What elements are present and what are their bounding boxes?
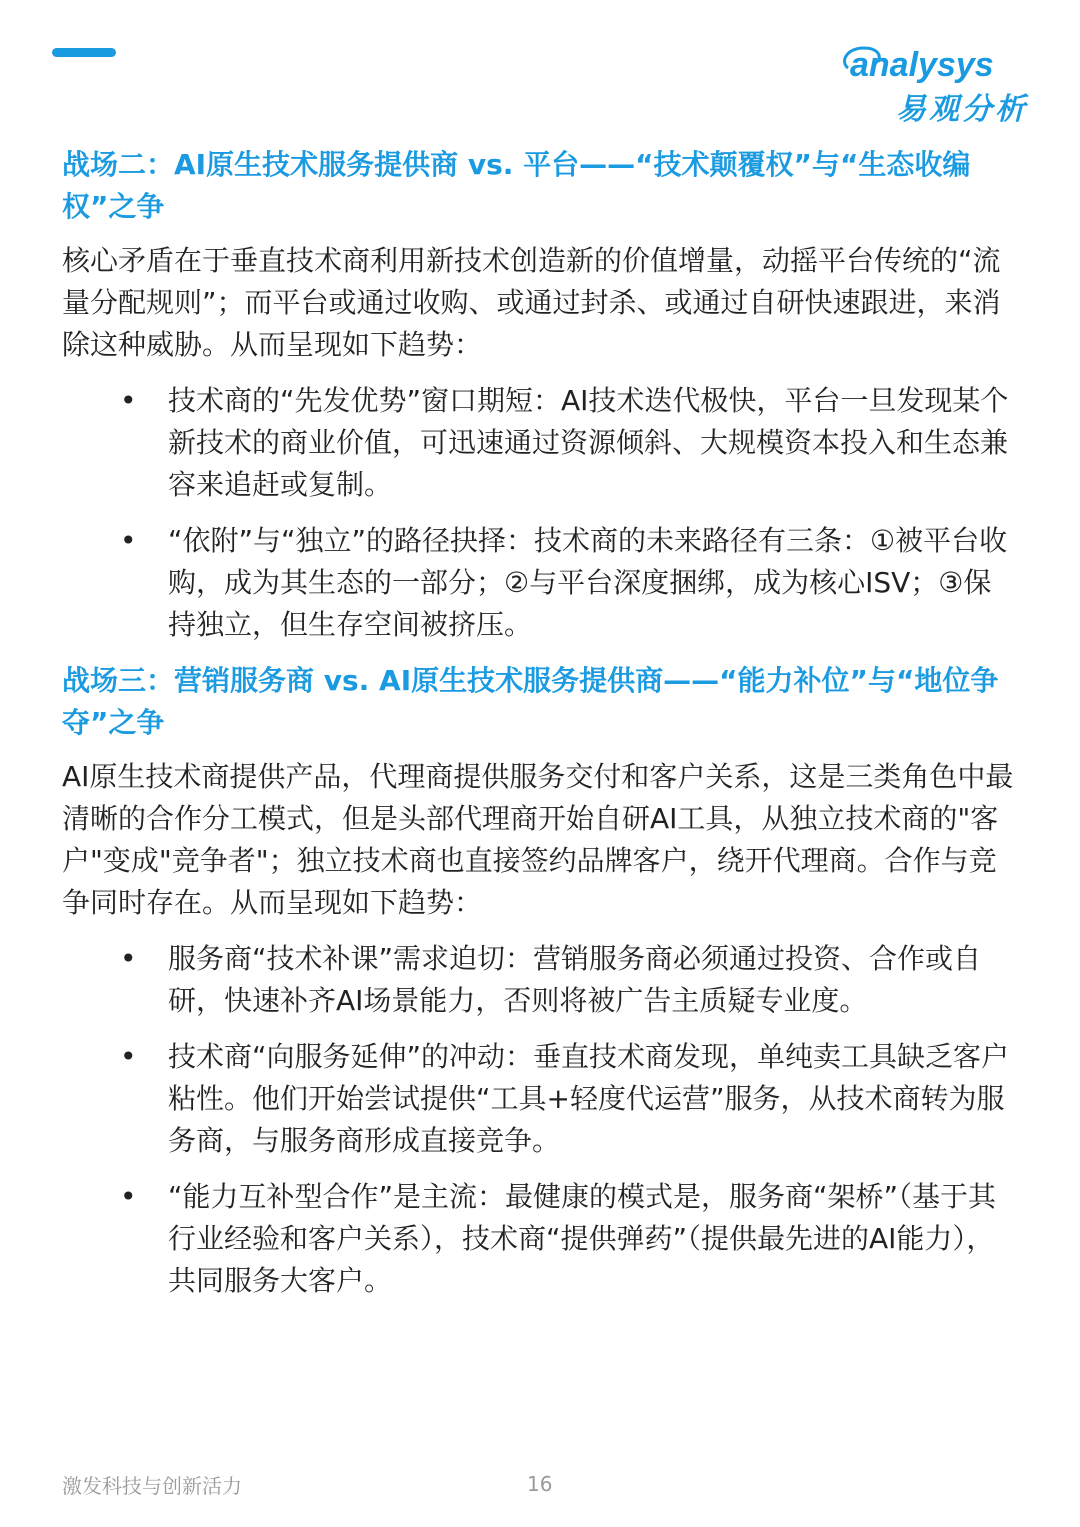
section-paragraph: AI原生技术商提供产品，代理商提供服务交付和客户关系，这是三类角色中最清晰的合作分工模式，但是头部代理商开始自研AI工具，从独立技术商的"客户"变成"竞争者"；独立技术商也直接签约品牌客户，绕开代理商。合作与竞争同时存在。从而呈现如下趋势： bbox=[62, 760, 1014, 919]
footer-slogan: 激发科技与创新活力 bbox=[62, 1474, 242, 1498]
page-number: 16 bbox=[527, 1472, 553, 1496]
section-paragraph: 核心矛盾在于垂直技术商利用新技术创造新的价值增量，动摇平台传统的“流量分配规则”；而平台或通过收购、或通过封杀、或通过自研快速跟进，来消除这种威胁。从而呈现如下趋势： bbox=[62, 244, 1001, 361]
main-content bbox=[62, 144, 1018, 1316]
section-heading: 战场三：营销服务商 vs. AI原生技术服务提供商——“能力补位”与“地位争夺”之争 bbox=[62, 664, 999, 739]
bullet-item bbox=[120, 1036, 1018, 1162]
header-accent-bar bbox=[52, 48, 116, 57]
logo-wordmark: analysys bbox=[850, 46, 994, 84]
bullet-list bbox=[62, 380, 1018, 646]
section-heading: 战场二：AI原生技术服务提供商 vs. 平台——“技术颠覆权”与“生态收编权”之争 bbox=[62, 148, 971, 223]
bullet-dot-icon: • bbox=[120, 524, 137, 557]
bullet-item bbox=[120, 380, 1018, 506]
analysys-logo-mark bbox=[838, 38, 1028, 86]
bullet-dot-icon: • bbox=[120, 1180, 137, 1213]
bullet-item bbox=[120, 938, 1018, 1022]
bullet-text: 技术商“向服务延伸”的冲动：垂直技术商发现，单纯卖工具缺乏客户粘性。他们开始尝试提供“工具+轻度代运营”服务，从技术商转为服务商，与服务商形成直接竞争。 bbox=[168, 1040, 1010, 1157]
bullet-text: “能力互补型合作”是主流：最健康的模式是，服务商“架桥”（基于其行业经验和客户关系），技术商“提供弹药”（提供最先进的AI能力），共同服务大客户。 bbox=[168, 1180, 997, 1297]
bullet-item bbox=[120, 520, 1018, 646]
bullet-text: 技术商的“先发优势”窗口期短：AI技术迭代极快，平台一旦发现某个新技术的商业价值，可迅速通过资源倾斜、大规模资本投入和生态兼容来追赶或复制。 bbox=[168, 384, 1009, 501]
bullet-list bbox=[62, 938, 1018, 1302]
bullet-dot-icon: • bbox=[120, 384, 137, 417]
bullet-dot-icon: • bbox=[120, 942, 137, 975]
analysys-logo bbox=[838, 38, 1028, 128]
bullet-dot-icon: • bbox=[120, 1040, 137, 1073]
logo-chinese-name: 易观分析 bbox=[896, 92, 1028, 127]
bullet-text: 服务商“技术补课”需求迫切：营销服务商必须通过投资、合作或自研，快速补齐AI场景能力，否则将被广告主质疑专业度。 bbox=[168, 942, 982, 1017]
bullet-text: “依附”与“独立”的路径抉择：技术商的未来路径有三条：①被平台收购，成为其生态的一部分；②与平台深度捆绑，成为核心ISV；③保持独立，但生存空间被挤压。 bbox=[168, 524, 1008, 641]
bullet-item bbox=[120, 1176, 1018, 1302]
